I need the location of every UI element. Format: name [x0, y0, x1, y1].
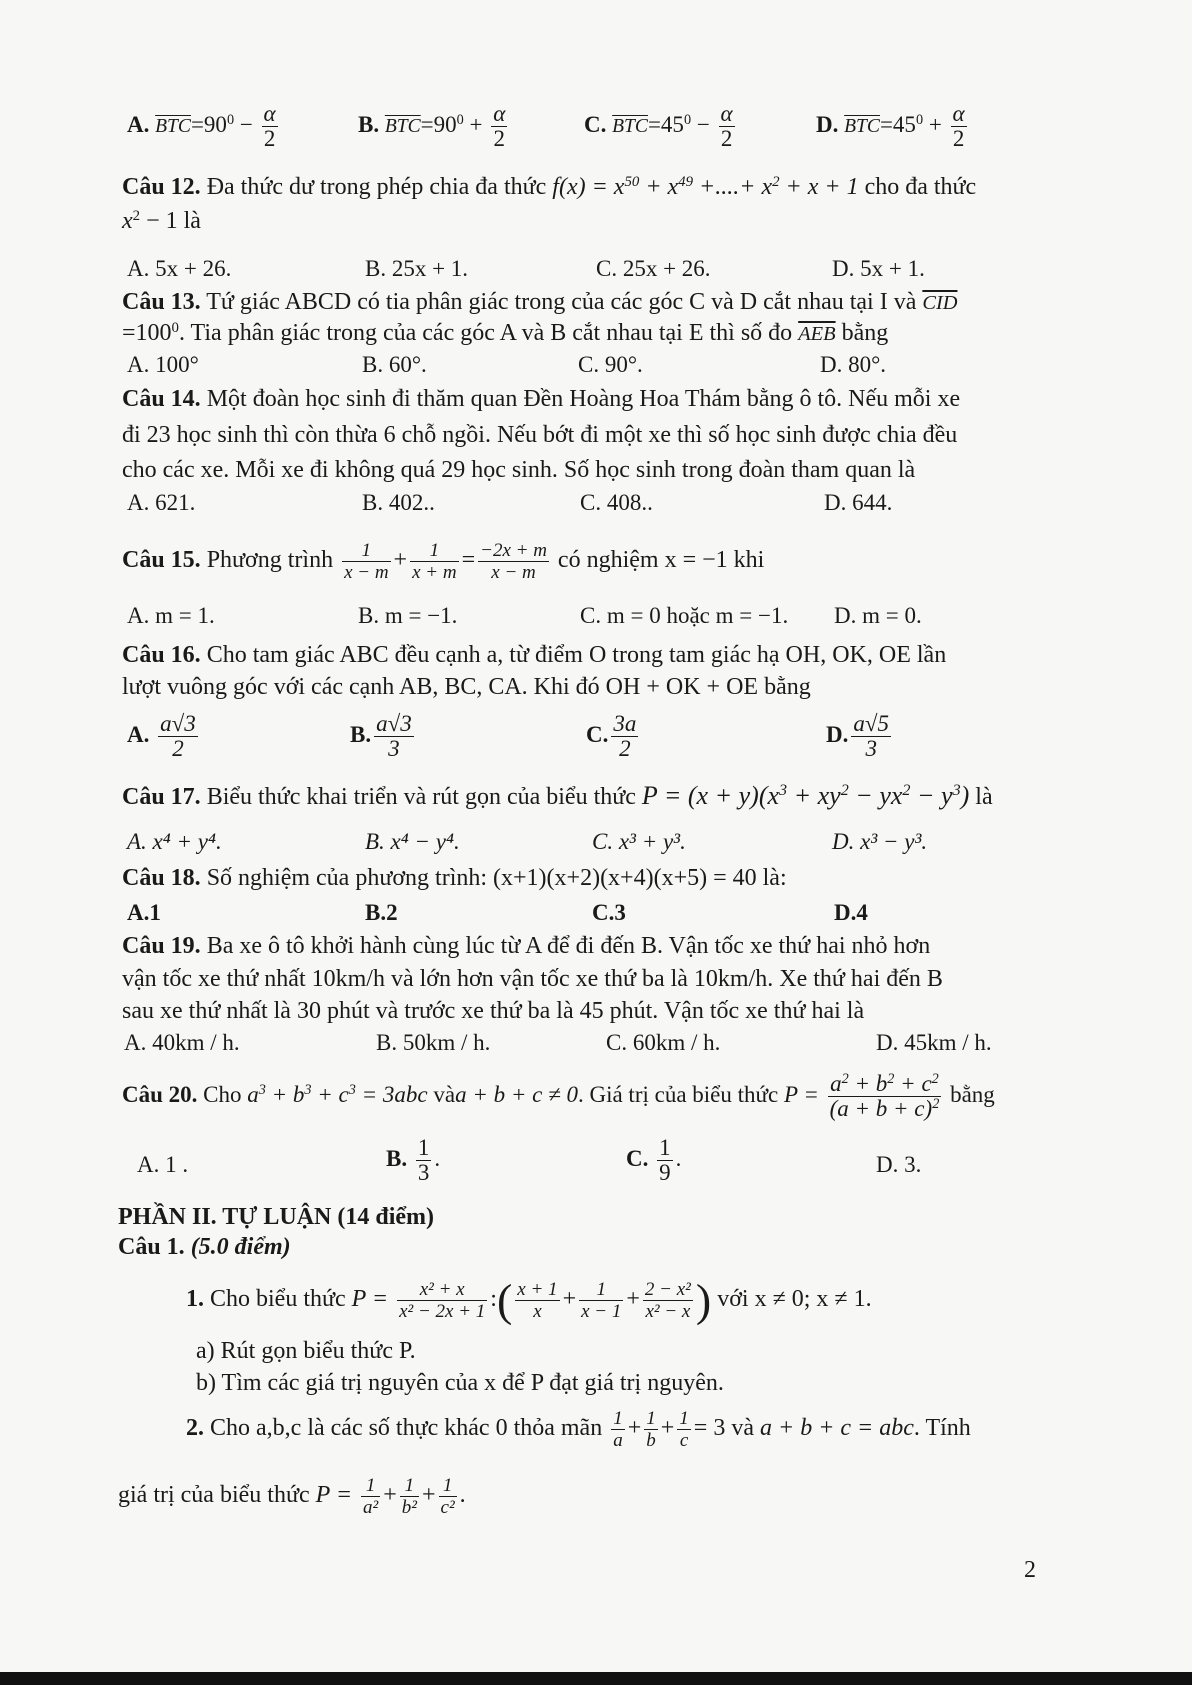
denominator: x − 1	[581, 1300, 622, 1322]
operator: +	[562, 1286, 577, 1312]
fraction	[644, 1408, 658, 1451]
degree: 0	[171, 319, 179, 336]
exponent: 3	[304, 1082, 312, 1099]
q13-option-a[interactable]: A. 100°	[127, 352, 199, 377]
q20-option-b[interactable]	[386, 1136, 440, 1185]
operator: +	[393, 547, 408, 573]
question-text: Cho	[203, 1082, 242, 1107]
expr-part: − yx	[848, 781, 903, 810]
question-label: Câu 19.	[122, 933, 201, 959]
q12-stem-line2	[122, 206, 201, 236]
option-value: =45	[647, 111, 684, 137]
question-text: Cho biểu thức	[210, 1286, 346, 1312]
question-label: Câu 20.	[122, 1082, 198, 1107]
q15-option-d[interactable]: D. m = 0.	[834, 603, 922, 628]
q13-stem-line1	[122, 287, 957, 318]
question-text: cho đa thức	[864, 174, 977, 200]
question-text: Tứ giác ABCD có tia phân giác trong của các góc C và D cắt nhau tại I và	[206, 289, 917, 315]
item-label: 2.	[186, 1415, 204, 1441]
essay-q1-item2	[186, 1400, 971, 1456]
essay-q1-sub-a: a) Rút gọn biểu thức P.	[196, 1338, 416, 1364]
fraction	[397, 1279, 487, 1322]
question-text: Cho a,b,c là các số thực khác 0 thỏa mãn	[210, 1415, 603, 1441]
numerator: 3a	[613, 711, 637, 736]
denominator: 2	[619, 736, 631, 761]
expr-part: P =	[783, 1082, 819, 1107]
fraction	[579, 1279, 623, 1322]
denominator: 2	[952, 126, 965, 151]
question-label: Câu 13.	[122, 289, 201, 315]
q16-option-c[interactable]	[586, 712, 641, 761]
option-label: D.	[826, 721, 849, 747]
numerator: 1	[613, 1407, 623, 1429]
numerator: 1	[646, 1407, 656, 1429]
fraction	[851, 712, 891, 761]
expr-part: − y	[910, 781, 953, 810]
q16-option-b[interactable]	[350, 712, 417, 761]
q11-option-b[interactable]	[358, 102, 510, 151]
question-text: . Giá trị của biểu thức	[577, 1082, 779, 1107]
q18-stem	[122, 863, 787, 893]
denominator: x	[533, 1300, 542, 1322]
fraction	[643, 1279, 693, 1322]
fraction	[374, 712, 414, 761]
q13-option-c[interactable]: C. 90°.	[578, 352, 643, 377]
question-text: Phương trình	[206, 547, 334, 573]
punctuation: .	[459, 1482, 466, 1508]
numerator: 1	[579, 1279, 623, 1301]
fraction	[478, 540, 549, 583]
q18-option-d[interactable]: D.4	[834, 900, 868, 925]
numerator: x + 1	[517, 1278, 558, 1300]
question-text: Biểu thức khai triển và rút gọn của biểu thức	[206, 784, 636, 810]
fraction	[439, 1475, 457, 1518]
open-paren: (	[496, 1274, 513, 1326]
expr-part: + c	[311, 1082, 349, 1107]
q17-option-b[interactable]: B. x⁴ − y⁴.	[365, 829, 460, 854]
angle-arc: $\overline{AEB}$	[798, 323, 836, 345]
numerator: a√3	[160, 711, 196, 736]
exponent: 3	[258, 1082, 266, 1099]
fraction	[657, 1136, 673, 1185]
essay-q1-heading	[118, 1232, 291, 1262]
denominator: x + m	[412, 561, 457, 583]
question-label: Câu 15.	[122, 547, 201, 573]
degree: 0	[683, 111, 692, 128]
denominator: c²	[440, 1496, 455, 1518]
q20-option-d[interactable]: D. 3.	[876, 1152, 922, 1177]
option-value: =45	[879, 111, 916, 137]
question-text: bằng	[950, 1082, 995, 1107]
q12-stem-line1	[122, 172, 976, 202]
divisor: x	[122, 208, 133, 234]
q17-option-d[interactable]: D. x³ − y³.	[832, 829, 928, 854]
q19-stem-line2: vận tốc xe thứ nhất 10km/h và lớn hơn vận tốc xe thứ ba là 10km/h. Xe thứ hai đến B	[122, 966, 943, 992]
expr-part: + xy	[787, 781, 841, 810]
angle-arc: $\overline{CID}$	[922, 292, 958, 314]
denominator: 2	[172, 736, 184, 761]
denominator: 2	[493, 126, 506, 151]
question-text: là	[975, 784, 993, 810]
question-text: Số nghiệm của phương trình: (x+1)(x+2)(x+4)(x+5) = 40 là:	[206, 865, 787, 891]
q12-option-b[interactable]: B. 25x + 1.	[365, 256, 469, 281]
essay-q1-sub-b: b) Tìm các giá trị nguyên của x để P đạt giá trị nguyên.	[196, 1370, 724, 1396]
operator: :	[490, 1286, 497, 1312]
option-label: D.	[816, 111, 839, 137]
fraction	[361, 1475, 380, 1518]
question-label: Câu 1.	[118, 1234, 185, 1260]
q18-option-c[interactable]: C.3	[592, 900, 626, 925]
numerator: 1	[342, 540, 390, 562]
q17-stem	[122, 781, 993, 812]
section-title: PHẦN II. TỰ LUẬN (14 điểm)	[118, 1204, 434, 1230]
q11-option-d[interactable]	[816, 102, 970, 151]
condition: a + b + c ≠ 0	[455, 1082, 578, 1107]
condition	[247, 1082, 427, 1107]
expr-part: + c	[894, 1071, 932, 1097]
numerator: 1	[679, 1407, 689, 1429]
question-text: có nghiệm x = −1 khi	[557, 547, 765, 573]
degree: 0	[226, 111, 235, 128]
denominator: 2	[720, 126, 733, 151]
operator: +	[469, 111, 483, 137]
fraction	[611, 712, 638, 761]
q14-stem-line2: đi 23 học sinh thì còn thừa 6 chỗ ngồi. Nếu bớt đi một xe thì số học sinh được chia đều	[122, 422, 958, 448]
alpha-over-two	[491, 102, 507, 151]
q15-stem	[122, 532, 764, 588]
degree: 0	[915, 111, 924, 128]
q14-option-c[interactable]: C. 408..	[580, 490, 653, 515]
numerator: α	[263, 101, 276, 126]
q13-option-d[interactable]: D. 80°.	[820, 352, 887, 377]
numerator: a√5	[853, 711, 889, 736]
denominator: b	[646, 1429, 656, 1451]
fraction	[677, 1408, 691, 1451]
expr-part: a	[247, 1082, 259, 1107]
question-text: . Tính	[913, 1415, 971, 1441]
scan-border	[0, 1672, 1192, 1685]
q17-option-a[interactable]: A. x⁴ + y⁴.	[127, 829, 222, 854]
option-label: B.	[358, 111, 380, 137]
exponent: 2	[887, 1071, 895, 1088]
q19-stem-line1	[122, 931, 930, 961]
q16-stem-line1	[122, 640, 946, 670]
fraction	[828, 1072, 942, 1121]
q18-option-b[interactable]: B.2	[365, 900, 398, 925]
q12-option-c[interactable]: C. 25x + 26.	[596, 256, 711, 281]
option-label: B.	[350, 721, 372, 747]
q14-stem-line3: cho các xe. Mỗi xe đi không quá 29 học sinh. Số học sinh trong đoàn tham quan là	[122, 457, 916, 483]
exponent: 49	[678, 173, 694, 190]
numerator: 1	[659, 1135, 671, 1160]
numerator: 1	[400, 1475, 419, 1497]
question-label: Câu 18.	[122, 865, 201, 891]
denominator	[828, 1097, 942, 1121]
operator: +	[660, 1415, 675, 1441]
denominator: 2	[263, 126, 276, 151]
fraction	[410, 540, 458, 583]
operator: +	[627, 1415, 642, 1441]
numerator: 1	[361, 1475, 380, 1497]
page-number: 2	[1024, 1557, 1036, 1583]
denominator: c	[679, 1429, 689, 1451]
question-text: . Tia phân giác trong của các góc A và B cắt nhau tại E thì số đo	[178, 320, 793, 346]
numerator: α	[720, 101, 733, 126]
q19-option-a[interactable]: A. 40km / h.	[124, 1030, 240, 1055]
condition: a + b + c = abc	[760, 1415, 914, 1441]
operator: −	[239, 111, 253, 137]
q14-option-d[interactable]: D. 644.	[824, 490, 893, 515]
question-label: Câu 16.	[122, 642, 201, 668]
close-paren: )	[695, 1274, 712, 1326]
expr-part: (a + b + c)	[829, 1096, 933, 1122]
option-label: A.	[127, 111, 150, 137]
expr-part: = 3abc	[355, 1082, 428, 1107]
denominator: x − m	[344, 561, 389, 583]
q19-option-b[interactable]: B. 50km / h.	[376, 1030, 491, 1055]
expression	[642, 781, 969, 810]
exponent: 2	[932, 1096, 940, 1113]
q13-option-b[interactable]: B. 60°.	[362, 352, 427, 377]
operator: +	[383, 1482, 397, 1508]
fraction	[342, 540, 390, 583]
question-text: bằng	[841, 320, 889, 346]
exponent: 3	[952, 782, 961, 800]
expr-part: + b	[848, 1071, 888, 1097]
exponent: 3	[779, 782, 788, 800]
question-label: Câu 14.	[122, 386, 201, 412]
numerator: α	[493, 101, 506, 126]
q20-option-c[interactable]	[626, 1136, 681, 1185]
denominator: x − m	[491, 561, 536, 583]
q20-option-a[interactable]: A. 1 .	[137, 1152, 189, 1177]
expr-part: a	[830, 1071, 842, 1097]
punctuation: .	[675, 1145, 682, 1171]
points: (5.0 điểm)	[190, 1234, 291, 1260]
denominator: 3	[417, 1160, 430, 1185]
question-text: và	[731, 1415, 754, 1441]
q19-option-d[interactable]: D. 45km / h.	[876, 1030, 992, 1055]
poly-part: +....+ x	[693, 174, 773, 200]
denominator: a	[613, 1429, 623, 1451]
question-text: Một đoàn học sinh đi thăm quan Đền Hoàng Hoa Thám bằng ô tô. Nếu mỗi xe	[206, 386, 961, 412]
alpha-over-two	[951, 102, 967, 151]
essay-q1-item1	[186, 1262, 872, 1337]
option-label: B.	[386, 1145, 408, 1171]
degree: 0	[456, 111, 464, 128]
expr-part: P =	[351, 1286, 389, 1312]
operator: −	[696, 111, 710, 137]
expr-part: P = (x + y)(x	[641, 781, 780, 810]
numerator: −2x + m	[480, 539, 547, 561]
operator: +	[928, 111, 942, 137]
exponent: 3	[348, 1082, 356, 1099]
q16-option-d[interactable]	[826, 712, 894, 761]
q19-option-c[interactable]: C. 60km / h.	[606, 1030, 721, 1055]
poly-part: + x	[639, 174, 679, 200]
angle-arc: $\overline{BTC}$	[844, 115, 880, 137]
angle-arc: $\overline{BTC}$	[612, 115, 648, 137]
q15-option-a[interactable]: A. m = 1.	[127, 603, 215, 628]
option-value: =90	[190, 111, 227, 137]
operator: +	[626, 1286, 640, 1312]
numerator: x² + x	[397, 1279, 487, 1301]
exponent: 2	[132, 207, 141, 224]
alpha-over-two	[719, 102, 735, 151]
question-label: Câu 17.	[122, 784, 201, 810]
angle-arc: $\overline{BTC}$	[155, 115, 191, 137]
q17-option-c[interactable]: C. x³ + y³.	[592, 829, 686, 854]
operator: =	[461, 547, 476, 573]
q14-option-b[interactable]: B. 402..	[362, 490, 435, 515]
q14-option-a[interactable]: A. 621.	[127, 490, 196, 515]
angle-arc: $\overline{BTC}$	[384, 115, 421, 137]
punctuation: .	[434, 1145, 441, 1171]
question-text: giá trị của biểu thức	[118, 1482, 310, 1508]
q20-stem	[122, 1066, 995, 1124]
fraction	[416, 1136, 432, 1185]
exponent: 50	[624, 173, 640, 190]
denominator: 3	[388, 736, 400, 761]
denominator: a²	[363, 1496, 379, 1518]
numerator: 1	[439, 1475, 457, 1497]
operator: +	[421, 1482, 436, 1508]
numerator: α	[952, 101, 965, 126]
question-text: Cho tam giác ABC đều cạnh a, từ điểm O trong tam giác hạ OH, OK, OE lần	[206, 642, 947, 668]
numerator	[828, 1072, 942, 1097]
denominator: x² − 2x + 1	[399, 1300, 486, 1322]
option-value: =90	[420, 111, 457, 137]
expr-part: = 3	[693, 1415, 726, 1441]
q15-option-b[interactable]: B. m = −1.	[358, 603, 458, 628]
denominator: 9	[659, 1160, 671, 1185]
expr-part: )	[960, 781, 970, 810]
fraction	[515, 1279, 559, 1322]
exponent: 2	[902, 782, 911, 800]
numerator: 2 − x²	[644, 1278, 691, 1300]
numerator: 1	[417, 1135, 430, 1160]
question-text: − 1 là	[140, 208, 201, 234]
q11-option-a[interactable]	[127, 102, 281, 151]
q18-option-a[interactable]: A.1	[127, 900, 161, 925]
essay-q1-item2-line2	[118, 1466, 466, 1524]
alpha-over-two	[262, 102, 278, 151]
q11-option-c[interactable]	[584, 102, 738, 151]
q13-stem-line2	[122, 318, 888, 349]
polynomial	[552, 174, 858, 200]
poly-part: f(x) = x	[552, 174, 625, 200]
q16-option-a[interactable]	[127, 712, 201, 761]
fraction	[611, 1408, 625, 1451]
question-text: Đa thức dư trong phép chia đa thức	[206, 174, 547, 200]
expr-part: P =	[315, 1482, 353, 1508]
q15-option-c[interactable]: C. m = 0 hoặc m = −1.	[580, 603, 789, 628]
option-label: C.	[584, 111, 607, 137]
q16-stem-line2: lượt vuông góc với các cạnh AB, BC, CA. Khi đó OH + OK + OE bằng	[122, 674, 811, 700]
q14-stem-line1	[122, 384, 960, 414]
question-label: Câu 12.	[122, 174, 201, 200]
q12-option-a[interactable]: A. 5x + 26.	[127, 256, 232, 281]
item-label: 1.	[186, 1286, 204, 1312]
denominator: b²	[401, 1496, 417, 1518]
expr-part: + b	[265, 1082, 305, 1107]
fraction	[158, 712, 198, 761]
exponent: 2	[931, 1071, 939, 1088]
question-text: =100	[122, 320, 172, 346]
option-label: C.	[586, 721, 609, 747]
q12-option-d[interactable]: D. 5x + 1.	[832, 256, 925, 281]
poly-part: + x + 1	[779, 174, 859, 200]
denominator: 3	[865, 736, 877, 761]
exponent: 2	[841, 1071, 849, 1088]
question-text: và	[433, 1082, 456, 1107]
exponent: 2	[772, 173, 780, 190]
numerator: 1	[410, 540, 458, 562]
condition: với x ≠ 0; x ≠ 1.	[717, 1286, 872, 1312]
fraction	[400, 1475, 419, 1518]
question-text: Ba xe ô tô khởi hành cùng lúc từ A để đi đến B. Vận tốc xe thứ hai nhỏ hơn	[206, 933, 931, 959]
exponent: 2	[840, 782, 849, 800]
option-label: C.	[626, 1145, 649, 1171]
denominator: x² − x	[645, 1300, 691, 1322]
option-label: A.	[127, 721, 150, 747]
numerator: a√3	[376, 711, 412, 736]
q19-stem-line3: sau xe thứ nhất là 30 phút và trước xe thứ ba là 45 phút. Vận tốc xe thứ hai là	[122, 998, 865, 1024]
